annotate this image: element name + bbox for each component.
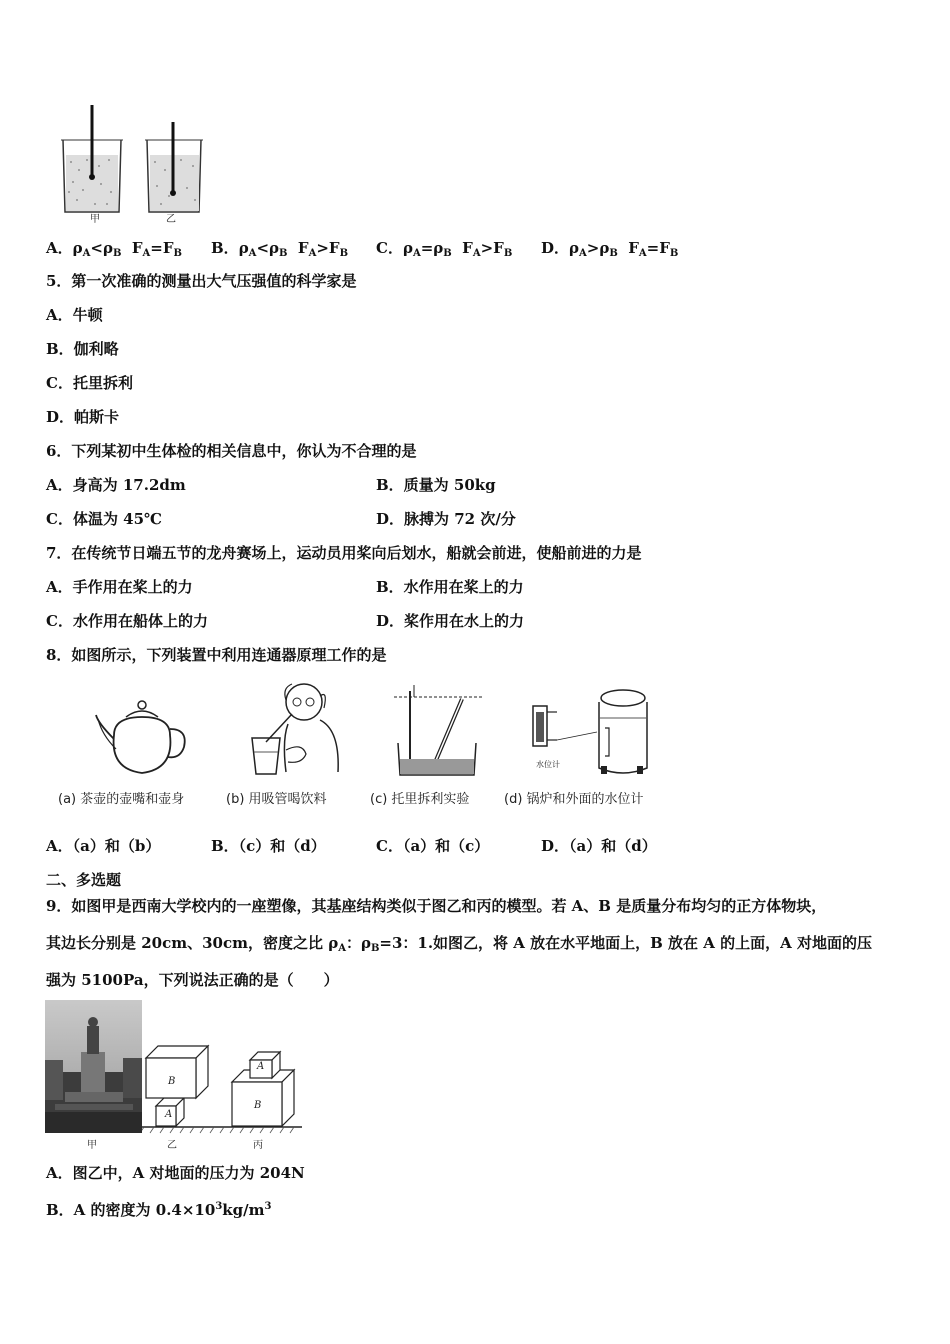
fig-label-yi: 乙 xyxy=(167,1140,177,1151)
section-title: 二、多选题 xyxy=(46,871,122,889)
q9-stem-line3: 强为 5100Pa，下列说法正确的是（ ） xyxy=(46,971,339,989)
q7-option-d[interactable]: D．桨作用在水上的力 xyxy=(376,612,525,630)
q4-option-b[interactable]: B．$\rho_A<\rho_B$ $F_A>F_B$ xyxy=(211,239,349,259)
statue-photo xyxy=(45,1000,142,1133)
q5-option-d[interactable]: D．帕斯卡 xyxy=(46,408,120,426)
block-a-label-yi: A xyxy=(165,1109,173,1120)
fig-label-jia: 甲 xyxy=(87,1140,97,1151)
q9-stem-line2: 其边长分别是 20cm、30cm，密度之比 $\rho_A$：$\rho_B=3$：1.如图乙，将 A 放在水平地面上，B 放在 A 的上面，A 对地面的压 xyxy=(46,934,872,954)
water-gauge-label: 水位计 xyxy=(536,760,560,769)
q4-option-a[interactable]: A．$\rho_A<\rho_B$ $F_A=F_B$ xyxy=(46,239,182,259)
q7-option-b[interactable]: B．水作用在桨上的力 xyxy=(376,578,524,596)
q5-stem: 5．第一次准确的测量出大气压强值的科学家是 xyxy=(46,272,357,290)
blocks-diagram xyxy=(142,1040,302,1135)
caption-a: (a) 茶壶的壶嘴和壶身 xyxy=(58,792,185,807)
block-a-label-bing: A xyxy=(257,1061,265,1072)
q6-option-d[interactable]: D．脉搏为 72 次/分 xyxy=(376,510,516,528)
q6-option-c[interactable]: C．体温为 45℃ xyxy=(46,510,163,528)
q8-option-b[interactable]: B．（c）和（d） xyxy=(211,837,326,855)
straw-drinking-illustration xyxy=(242,680,347,780)
q7-option-a[interactable]: A．手作用在桨上的力 xyxy=(46,578,193,596)
q8-option-d[interactable]: D．（a）和（d） xyxy=(541,837,657,855)
q9-option-b[interactable]: B．A 的密度为 $0.4\times 10^3kg/m^3$ xyxy=(46,1201,272,1219)
q4-option-d[interactable]: D．$\rho_A>\rho_B$ $F_A=F_B$ xyxy=(541,239,679,259)
beaker-label-right: 乙 xyxy=(166,214,176,225)
caption-d: (d) 锅炉和外面的水位计 xyxy=(504,792,644,807)
q6-stem: 6．下列某初中生体检的相关信息中，你认为不合理的是 xyxy=(46,442,417,460)
q9-stem-line1: 9．如图甲是西南大学校内的一座塑像，其基座结构类似于图乙和丙的模型。若 A、B 是质量分布均匀的正方体物块， xyxy=(46,897,827,915)
q6-option-a[interactable]: A．身高为 17.2dm xyxy=(46,476,186,494)
q8-option-a[interactable]: A．（a）和（b） xyxy=(46,837,161,855)
q4-option-c[interactable]: C．$\rho_A=\rho_B$ $F_A>F_B$ xyxy=(376,239,513,259)
q9-option-a[interactable]: A．图乙中，A 对地面的压力为 204N xyxy=(46,1164,305,1182)
q7-stem: 7．在传统节日端五节的龙舟赛场上，运动员用桨向后划水，船就会前进，使船前进的力是 xyxy=(46,544,642,562)
q7-option-c[interactable]: C．水作用在船体上的力 xyxy=(46,612,208,630)
caption-c: (c) 托里拆利实验 xyxy=(370,792,470,807)
torricelli-illustration xyxy=(392,683,487,783)
beaker-label-left: 甲 xyxy=(90,214,100,225)
q5-option-a[interactable]: A．牛顿 xyxy=(46,306,103,324)
q8-stem: 8．如图所示，下列装置中利用连通器原理工作的是 xyxy=(46,646,387,664)
q6-option-b[interactable]: B．质量为 50kg xyxy=(376,476,496,494)
block-b-label-yi: B xyxy=(168,1076,176,1087)
q8-option-c[interactable]: C．（a）和（c） xyxy=(376,837,490,855)
q5-option-c[interactable]: C．托里拆利 xyxy=(46,374,133,392)
teapot-illustration xyxy=(92,695,192,780)
q5-option-b[interactable]: B．伽利略 xyxy=(46,340,119,358)
block-b-label-bing: B xyxy=(254,1100,262,1111)
caption-b: (b) 用吸管喝饮料 xyxy=(226,792,327,807)
beakers-figure xyxy=(55,100,205,225)
fig-label-bing: 丙 xyxy=(253,1140,263,1151)
